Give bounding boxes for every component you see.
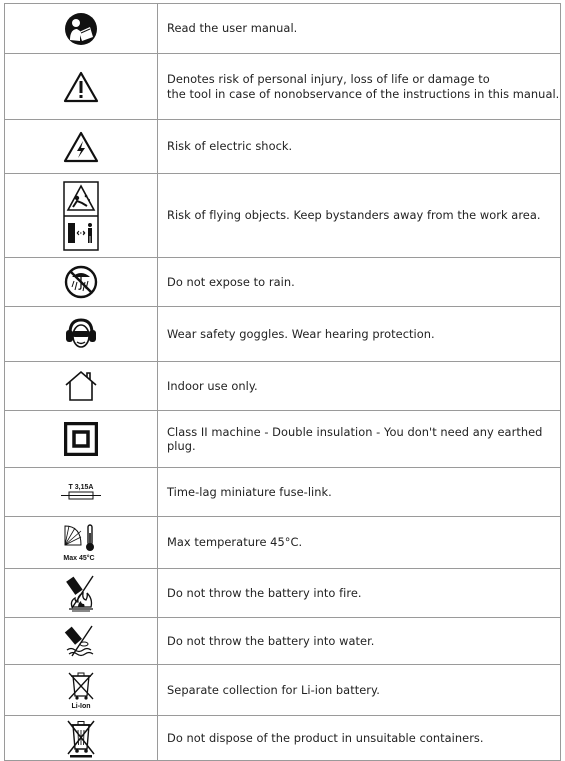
- description-cell: [158, 307, 560, 361]
- description-text: Do not expose to rain.: [167, 274, 295, 289]
- icon-cell: [5, 716, 158, 760]
- table-row: [5, 258, 560, 307]
- table-row: [5, 174, 560, 258]
- weee-bin-icon: [64, 718, 98, 758]
- description-cell: [158, 411, 560, 467]
- icon-cell: [5, 54, 158, 119]
- indoor-house-icon: [64, 370, 98, 402]
- symbols-table: [4, 3, 561, 761]
- li-ion-recycle-icon: [64, 670, 98, 710]
- description-cell: [158, 54, 560, 119]
- table-row: [5, 569, 560, 618]
- electric-shock-icon: [63, 130, 99, 164]
- description-cell: [158, 716, 560, 760]
- icon-cell: [5, 569, 158, 617]
- description-cell: [158, 174, 560, 257]
- description-text: Time-lag miniature fuse-link.: [167, 484, 332, 499]
- icon-cell: [5, 307, 158, 361]
- icon-cell: [5, 174, 158, 257]
- fuse-icon: [61, 482, 101, 502]
- description-text: Class II machine - Double insulation - You don't need any earthed plug.: [167, 424, 543, 453]
- no-battery-fire-icon: [64, 574, 98, 612]
- li-ion-label: Li-Ion: [71, 703, 91, 710]
- description-text: Read the user manual.: [167, 21, 298, 36]
- table-row: [5, 362, 560, 411]
- description-text: Wear safety goggles. Wear hearing protection.: [167, 326, 435, 341]
- table-row: [5, 54, 560, 120]
- icon-cell: [5, 517, 158, 568]
- description-text: Max temperature 45°C.: [167, 535, 303, 550]
- flying-objects-icon: [63, 181, 99, 251]
- table-row: [5, 468, 560, 517]
- description-cell: [158, 569, 560, 617]
- warning-icon: [63, 70, 99, 104]
- table-row: [5, 665, 560, 716]
- description-cell: [158, 665, 560, 715]
- max-temperature-label: Max 45°C: [63, 554, 95, 562]
- fuse-rating-label: T 3,15A: [68, 484, 94, 491]
- double-insulation-icon: [64, 422, 98, 456]
- description-cell: [158, 618, 560, 664]
- description-cell: [158, 468, 560, 516]
- table-row: [5, 517, 560, 569]
- icon-cell: [5, 665, 158, 715]
- description-text: Risk of electric shock.: [167, 139, 293, 154]
- table-row: [5, 307, 560, 362]
- description-cell: [158, 120, 560, 173]
- description-cell: [158, 517, 560, 568]
- goggles-ear-protection-icon: [64, 317, 98, 351]
- description-text: Risk of flying objects. Keep bystanders away from the work area.: [167, 208, 541, 223]
- description-cell: [158, 362, 560, 410]
- no-rain-icon: [64, 265, 98, 299]
- icon-cell: [5, 362, 158, 410]
- table-row: [5, 716, 560, 761]
- table-row: [5, 120, 560, 174]
- description-text: Do not throw the battery into fire.: [167, 585, 362, 600]
- description-text: Separate collection for Li-ion battery.: [167, 682, 380, 697]
- description-text: Do not throw the battery into water.: [167, 633, 375, 648]
- no-battery-water-icon: [64, 624, 98, 658]
- max-temperature-icon: [61, 523, 101, 563]
- table-row: [5, 3, 560, 54]
- read-manual-icon: [64, 12, 98, 46]
- description-cell: [158, 4, 560, 53]
- icon-cell: [5, 411, 158, 467]
- table-row: [5, 411, 560, 468]
- icon-cell: [5, 468, 158, 516]
- icon-cell: [5, 258, 158, 306]
- description-cell: [158, 258, 560, 306]
- table-row: [5, 618, 560, 665]
- description-text: Do not dispose of the product in unsuitable containers.: [167, 730, 484, 745]
- description-text: Denotes risk of personal injury, loss of life or damage to the tool in case of nonobservance of the instructions in this manual.: [167, 72, 560, 101]
- icon-cell: [5, 120, 158, 173]
- icon-cell: [5, 618, 158, 664]
- description-text: Indoor use only.: [167, 378, 258, 393]
- icon-cell: [5, 4, 158, 53]
